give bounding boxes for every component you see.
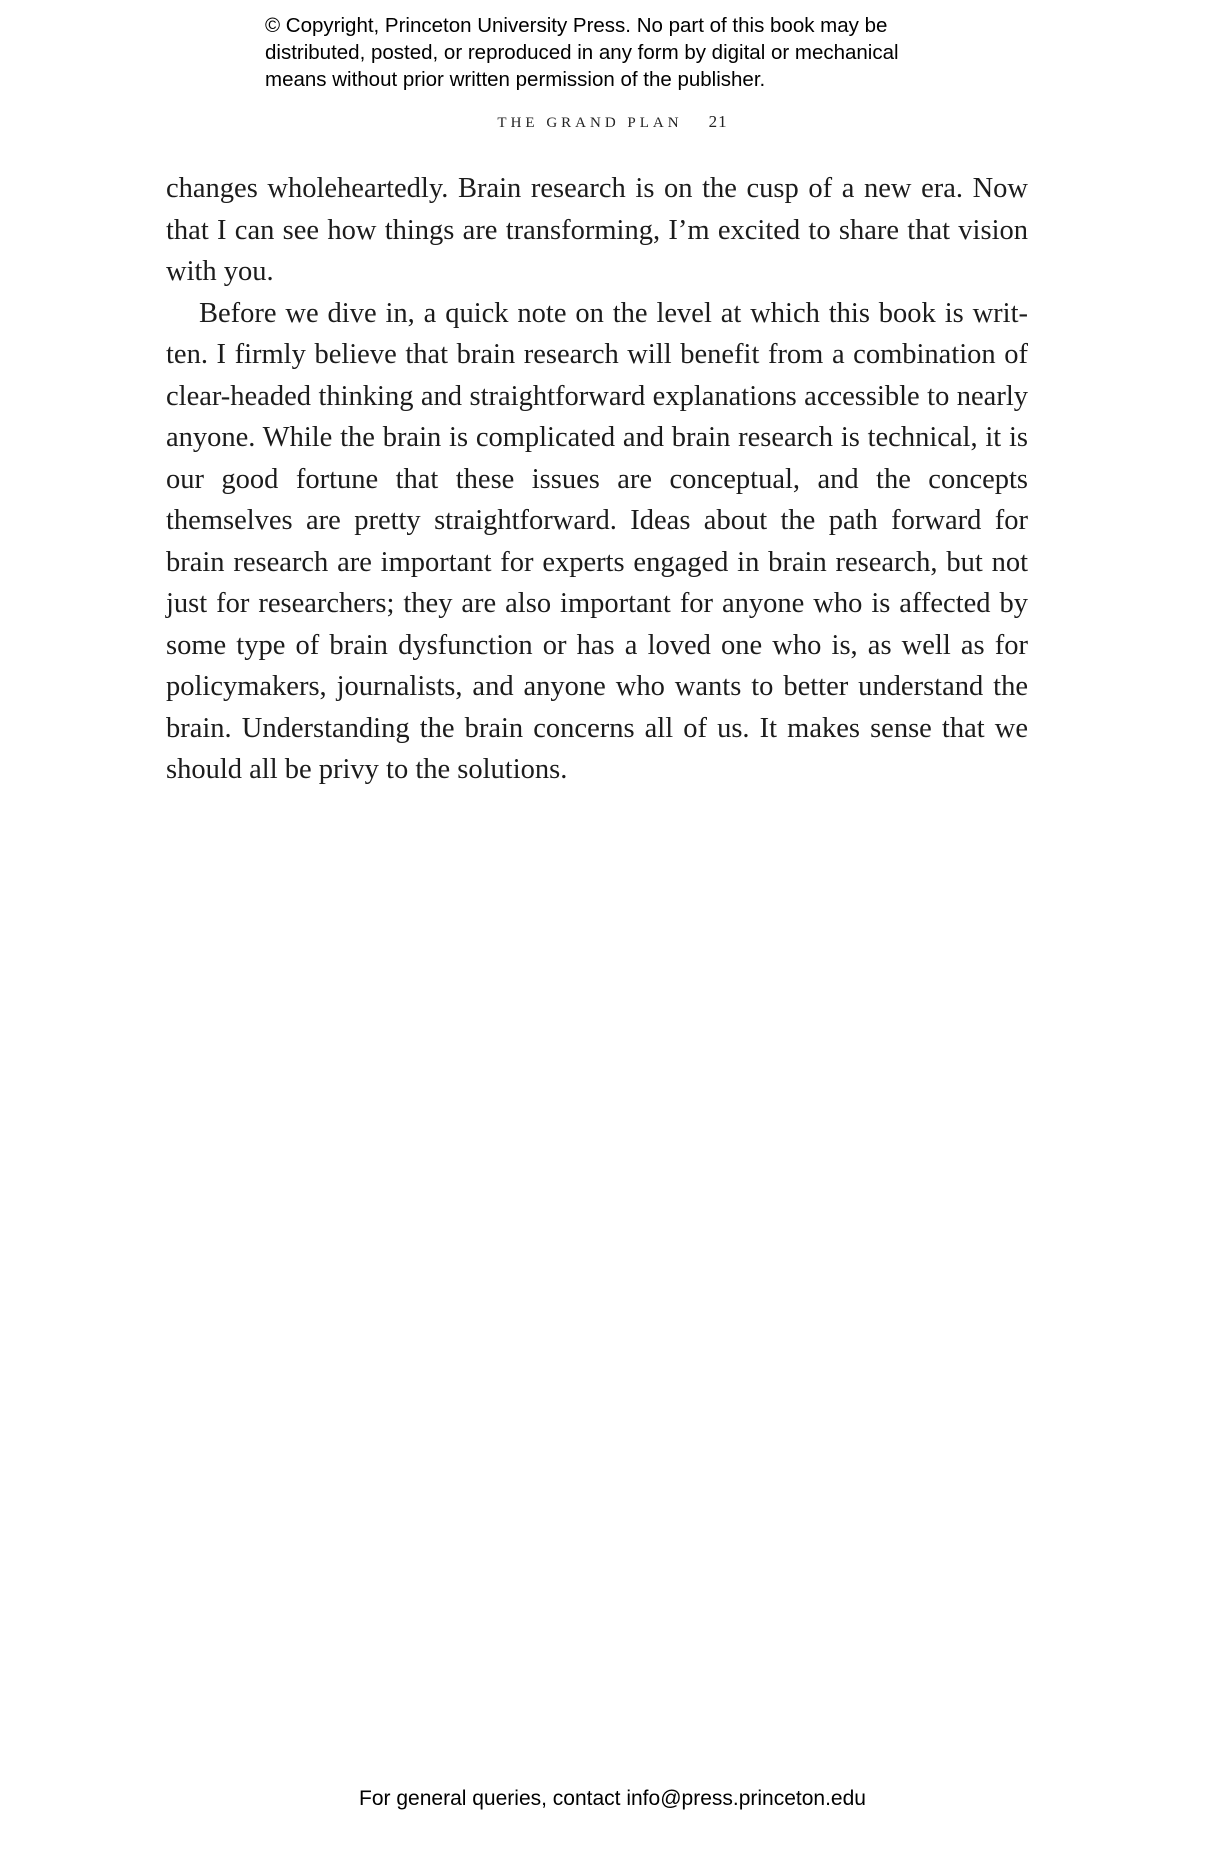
running-head-title: THE GRAND PLAN	[497, 115, 683, 131]
running-head	[0, 112, 1225, 132]
paragraph: Before we dive in, a quick note on the level at which this book is written. I firmly believe that brain research will benefit from a combination of clear-headed thinking and straightforward explanations accessible to nearly anyone. While the brain is complicated and brain research is technical, it is our good fortune that these issues are conceptual, and the concepts themselves are pretty straightforward. Ideas about the path forward for brain research are important for experts engaged in brain research, but not just for researchers; they are also important for anyone who is affected by some type of brain dysfunction or has a loved one who is, as well as for policymakers, journalists, and anyone who wants to better understand the brain. Understanding the brain concerns all of us. It makes sense that we should all be privy to the solutions.	[166, 297, 1028, 785]
copyright-line: means without prior written permission of the publisher.	[265, 68, 766, 91]
page-number: 21	[708, 112, 728, 131]
copyright-line: © Copyright, Princeton University Press. No part of this book may be	[265, 14, 888, 37]
paragraph: changes wholeheartedly. Brain research is on the cusp of a new era. Now that I can see how things are transforming, I’m excited to share that vision with you.	[166, 173, 1028, 287]
copyright-notice	[265, 12, 985, 93]
body-text	[166, 168, 1028, 791]
copyright-line: distributed, posted, or reproduced in any form by digital or mechanical	[265, 41, 899, 64]
footer-contact: For general queries, contact info@press.princeton.edu	[359, 1787, 866, 1810]
